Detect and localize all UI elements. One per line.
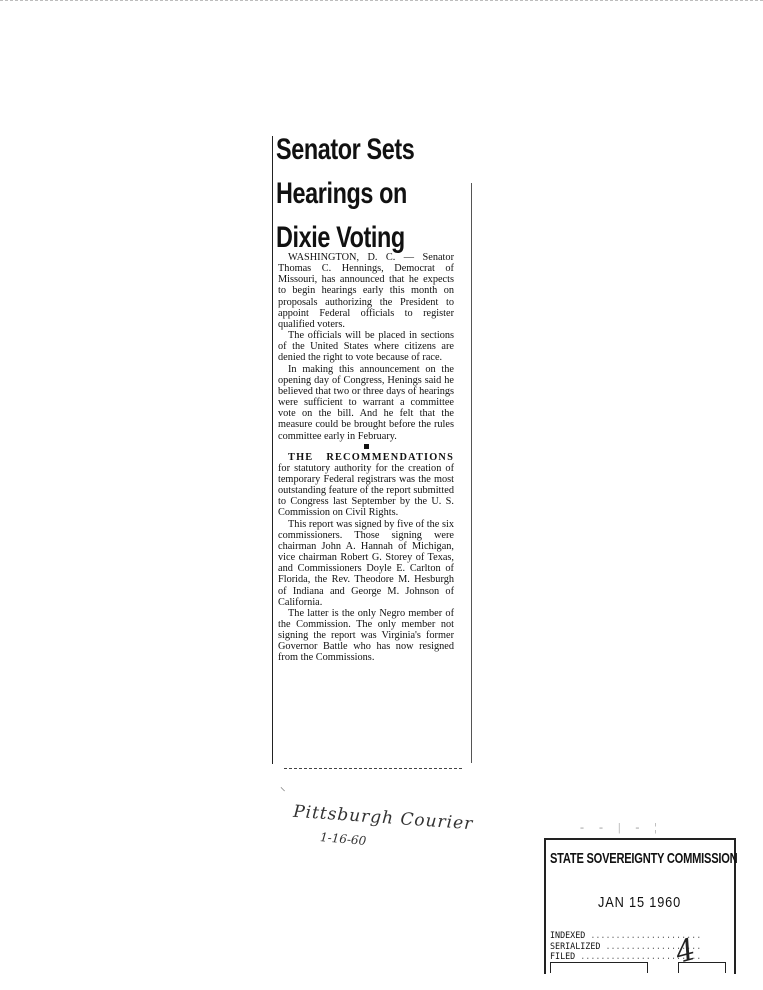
field-label: SERIALIZED xyxy=(550,940,601,951)
pencil-mark: ⸌ xyxy=(280,786,286,798)
caps-lead: THE RECOMMENDATIONS xyxy=(288,451,454,463)
clipping-bottom-rule xyxy=(284,768,462,769)
article-paragraph-recommendations xyxy=(278,452,454,519)
stamp-box xyxy=(550,962,648,973)
stamp-title: STATE SOVEREIGNTY COMMISSION xyxy=(550,850,738,867)
top-border-dashes xyxy=(0,0,763,1)
commission-stamp xyxy=(544,838,736,974)
handwritten-date: 1-16-60 xyxy=(319,830,367,848)
field-dots: ................... xyxy=(600,940,702,951)
field-label: FILED xyxy=(550,951,576,961)
stamp-faint-marks: - - | - ¦ xyxy=(580,820,663,834)
recommendations-text: for statutory authority for the creation of temporary Federal registrars was the most outstanding feature of the report submitted to Congress last September by the U. S. Commission on Civil Rights. xyxy=(278,462,454,519)
stamp-bottom-boxes xyxy=(550,962,728,972)
article-paragraph: In making this announcement on the opening day of Congress, Henings said he believed that two or three days of hearings were sufficient to warrant a committee vote on the bill. And he felt that the measure could be brought before the rules committee early in February. xyxy=(278,363,454,442)
handwritten-source: Pittsburgh Courier xyxy=(292,801,474,835)
article-paragraph: This report was signed by five of the six commissioners. Those signing were chairman John A. Hannah of Michigan, vice chairman Robert G. Storey of Texas, and Commissioners Doyle E. Carlton of Florida, the Rev. Theodore M. Hesburgh of Indiana and George M. Johnson of California. xyxy=(278,518,454,608)
headline-line-2: Hearings on xyxy=(276,177,407,210)
article-body xyxy=(278,252,454,664)
field-label: INDEXED xyxy=(550,930,586,940)
article-paragraph: WASHINGTON, D. C. — Senator Thomas C. Hennings, Democrat of Missouri, has announced that he expects to begin hearings early this month on proposals authorizing the President to appoint Federal officials to register qualified voters. xyxy=(278,252,454,330)
headline-line-3: Dixie Voting xyxy=(276,221,405,254)
field-dots: ...................... xyxy=(585,930,702,940)
newspaper-clipping xyxy=(276,128,464,776)
headline-line-1: Senator Sets xyxy=(276,133,415,166)
article-paragraph: The officials will be placed in sections of the United States where citizens are denied the right to vote because of race. xyxy=(278,330,454,364)
clipping-right-rule xyxy=(471,183,472,763)
field-dots: ........................ xyxy=(575,951,702,961)
clipping-left-rule xyxy=(272,136,273,764)
stamp-date: JAN 15 1960 xyxy=(598,894,682,911)
headline xyxy=(276,128,423,260)
handwritten-initial-mark: 4 xyxy=(671,932,700,971)
article-paragraph: The latter is the only Negro member of the Commission. The only member not signing the report was Virginia's former Governor Battle who has now resigned from the Commissions. xyxy=(278,607,454,664)
section-bullet xyxy=(278,442,454,452)
stamp-box xyxy=(678,962,726,973)
